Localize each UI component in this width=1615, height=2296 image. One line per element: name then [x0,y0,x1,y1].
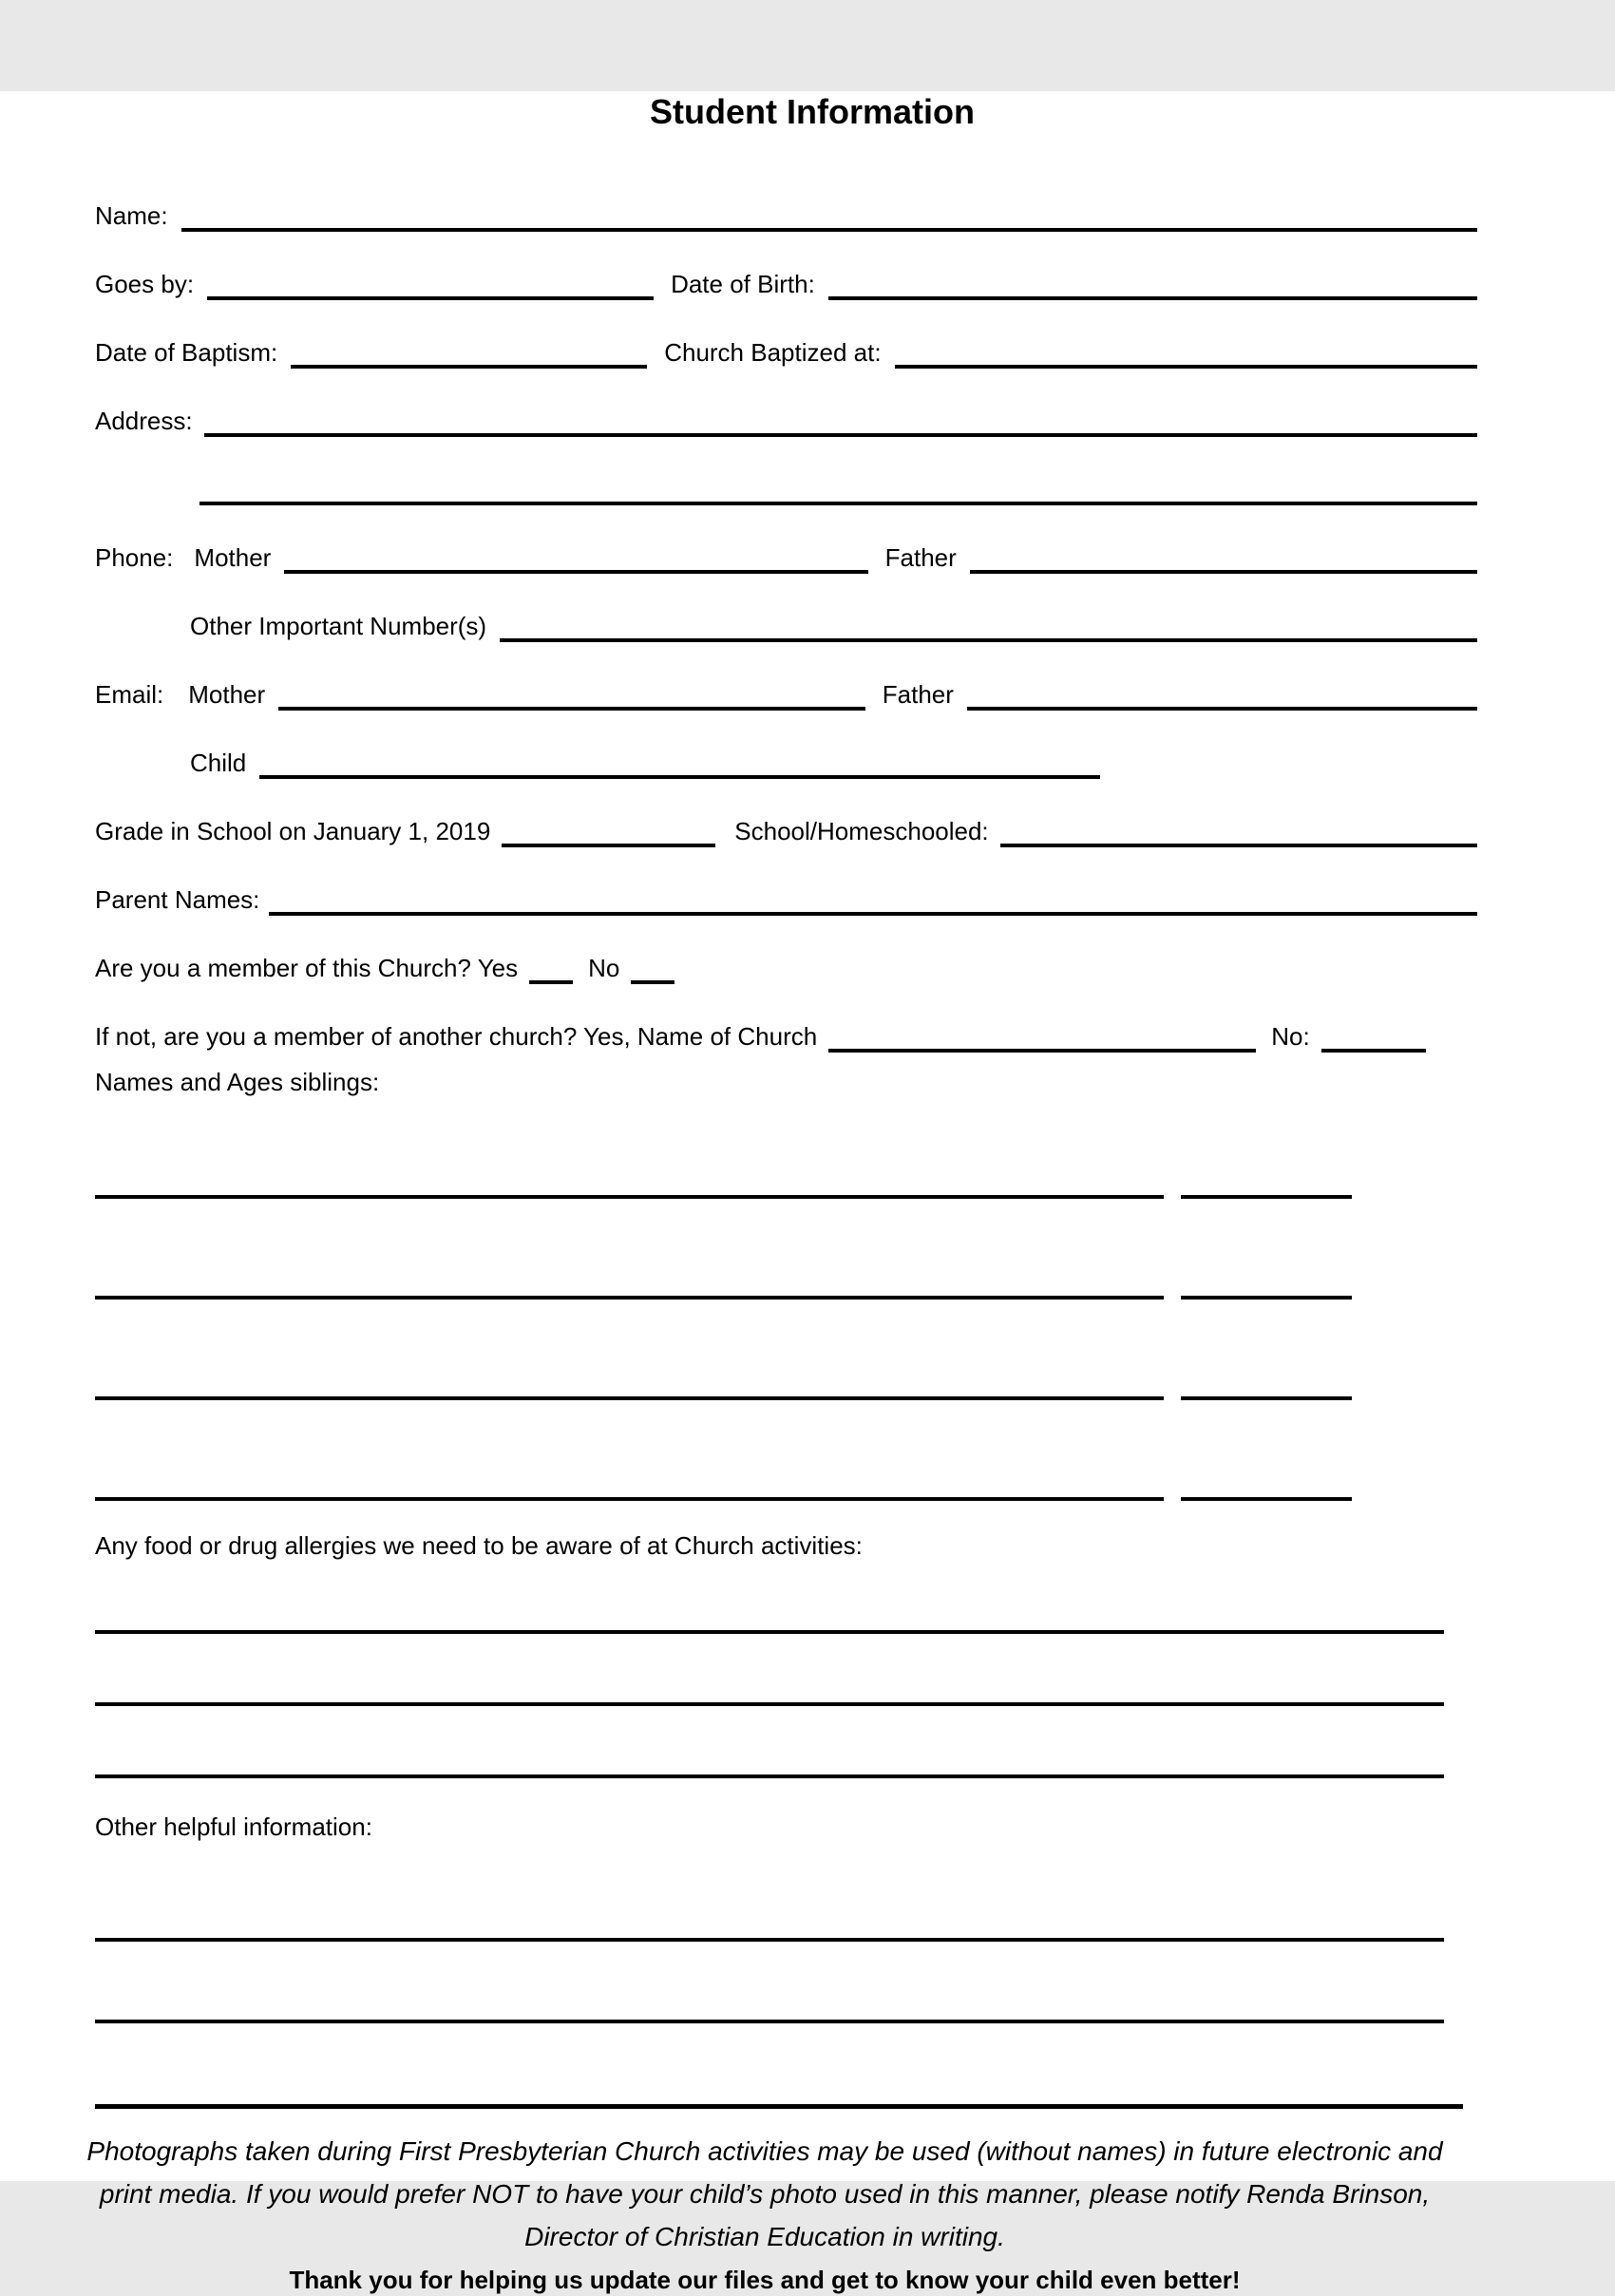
email-label: Email: [95,680,164,709]
phone-mother-label: Mother [194,543,272,572]
sibling-row-3 [95,1368,1477,1400]
goes-by-label: Goes by: [95,270,195,298]
photo-notice-line-1: Photographs taken during First Presbyterian Church activities may be used (without names) in future electronic and [86,2136,1443,2166]
address-input-line-2[interactable] [200,492,1477,505]
other-info-input-line-2[interactable] [95,2010,1444,2023]
child-label: Child [190,749,247,777]
member-question-label: Are you a member of this Church? Yes [95,954,519,982]
sibling-row-1 [95,1167,1477,1199]
other-info-input-line-1[interactable] [95,1928,1444,1942]
allergies-line-row-3 [95,1746,1477,1778]
school-input-line[interactable] [1000,834,1477,847]
other-church-question-label: If not, are you a member of another church? Yes, Name of Church [95,1022,818,1051]
date-of-baptism-input-line[interactable] [291,355,647,369]
sibling-row-4 [95,1469,1477,1501]
separator-line [95,2095,1463,2109]
phone-mother-input-line[interactable] [284,560,867,574]
sibling-name-line-4[interactable] [95,1488,1164,1501]
child-email-row [95,747,1477,779]
date-of-birth-label: Date of Birth: [671,270,815,298]
thank-you-note: Thank you for helping us update our files and get to know your child even better! [289,2266,1241,2294]
goes-by-dob-row [95,268,1477,300]
church-baptized-input-line[interactable] [895,355,1477,369]
parent-names-label: Parent Names: [95,885,260,914]
email-row [95,678,1477,711]
sibling-name-line-2[interactable] [95,1286,1164,1300]
allergies-input-line-2[interactable] [95,1693,1444,1706]
sibling-age-line-3[interactable] [1181,1387,1352,1400]
sibling-age-line-1[interactable] [1181,1186,1352,1199]
sibling-age-line-2[interactable] [1181,1286,1352,1300]
child-email-input-line[interactable] [259,766,1100,779]
photo-notice-line-3: Director of Christian Education in writing. [524,2222,1005,2251]
member-yes-blank[interactable] [529,971,573,984]
email-father-label: Father [882,680,954,709]
separator-line-row [95,2077,1477,2109]
other-info-label-row [95,1811,1477,1843]
parent-names-input-line[interactable] [269,902,1477,916]
other-info-label: Other helpful information: [95,1812,372,1841]
allergies-line-row-1 [95,1602,1477,1634]
email-mother-label: Mother [188,680,266,709]
other-church-row [95,1020,1477,1053]
photo-notice [0,2130,1572,2258]
grade-school-row [95,815,1477,847]
allergies-label: Any food or drug allergies we need to be aware of at Church activities: [95,1531,863,1560]
parent-names-row [95,883,1477,916]
phone-row [95,541,1477,574]
sibling-row-2 [95,1267,1477,1300]
email-father-input-line[interactable] [967,697,1477,711]
other-church-no-blank[interactable] [1321,1039,1426,1053]
sibling-name-line-3[interactable] [95,1387,1164,1400]
photo-notice-line-2: print media. If you would prefer NOT to have your child’s photo used in this manner, please notify Renda Brinson, [99,2179,1431,2209]
sibling-age-line-4[interactable] [1181,1488,1352,1501]
baptism-row [95,336,1477,369]
allergies-line-row-2 [95,1674,1477,1706]
name-row [95,199,1477,232]
phone-father-input-line[interactable] [970,560,1477,574]
sibling-name-line-1[interactable] [95,1186,1164,1199]
other-numbers-label: Other Important Number(s) [190,612,487,640]
member-question-row [95,952,1477,984]
address-label: Address: [95,407,193,435]
other-numbers-row [95,610,1477,642]
other-church-name-input-line[interactable] [828,1039,1256,1053]
member-no-blank[interactable] [631,971,674,984]
goes-by-input-line[interactable] [207,287,654,300]
siblings-label-row [95,1066,1477,1098]
date-of-birth-input-line[interactable] [828,287,1477,300]
email-mother-input-line[interactable] [278,697,865,711]
allergies-input-line-3[interactable] [95,1765,1444,1778]
name-label: Name: [95,201,168,230]
other-info-line-row-1 [95,1909,1477,1942]
other-info-line-row-2 [95,1991,1477,2023]
school-label: School/Homeschooled: [734,817,989,845]
grade-label: Grade in School on January 1, 2019 [95,817,491,845]
student-information-form [0,91,1615,2294]
siblings-label: Names and Ages siblings: [95,1068,380,1096]
allergies-input-line-1[interactable] [95,1621,1444,1634]
page-title: Student Information [650,92,975,131]
name-input-line[interactable] [181,218,1477,232]
address-row-2 [95,473,1477,505]
date-of-baptism-label: Date of Baptism: [95,338,278,367]
other-numbers-input-line[interactable] [500,629,1477,642]
church-baptized-label: Church Baptized at: [664,338,882,367]
phone-father-label: Father [884,543,957,572]
grade-input-line[interactable] [502,834,715,847]
allergies-label-row [95,1529,1477,1562]
phone-label: Phone: [95,543,174,572]
address-row [95,405,1477,437]
address-input-line-1[interactable] [204,424,1477,437]
other-church-no-label: No: [1271,1022,1310,1051]
member-no-label: No [588,954,620,982]
